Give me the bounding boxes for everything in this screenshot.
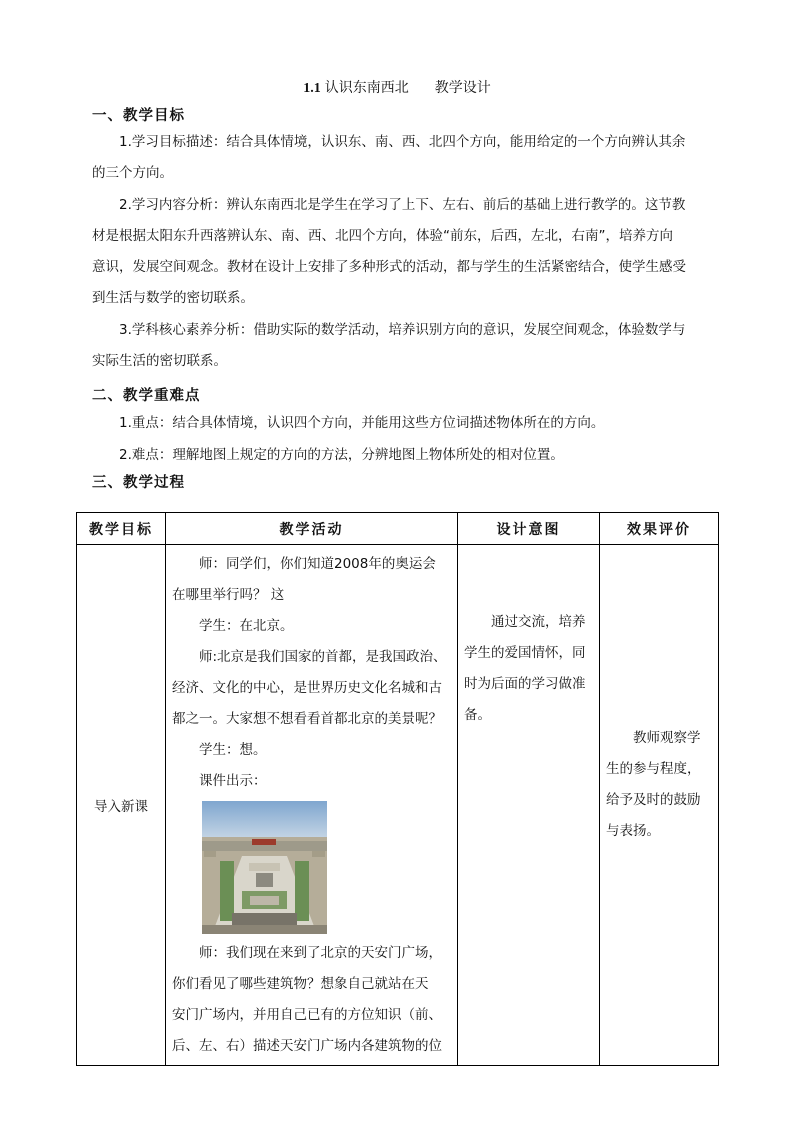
header-design: 设计意图 <box>458 513 600 545</box>
objective-1-line-1: 1.学习目标描述：结合具体情境，认识东、南、西、北四个方向，能用给定的一个方向辨认其余 <box>119 134 686 150</box>
design-cell <box>458 545 600 1066</box>
objective-2-line-2: 材是根据太阳东升西落辨认东、南、西、北四个方向，体验“前东，后西，左北，右南”，培养方向 <box>92 228 673 244</box>
keypoint-2-text: 2.难点：理解地图上规定的方向的方法，分辨地图上物体所处的相对位置。 <box>119 447 564 463</box>
header-goal: 教学目标 <box>77 513 166 545</box>
evaluation-cell <box>600 545 719 1066</box>
header-activity: 教学活动 <box>166 513 458 545</box>
activity-cell <box>166 545 458 1066</box>
evaluation-line: 给予及时的鼓励 <box>606 792 701 808</box>
evaluation-line: 教师观察学 <box>633 730 701 746</box>
section-heading-objectives: 一、教学目标 <box>92 108 185 124</box>
section-heading-process: 三、教学过程 <box>92 475 185 491</box>
evaluation-line: 与表扬。 <box>606 823 660 839</box>
keypoint-1-text: 1.重点：结合具体情境，认识四个方向，并能用这些方位词描述物体所在的方向。 <box>119 415 605 431</box>
objective-paragraph-1 <box>92 127 712 189</box>
objective-3-line-1: 3.学科核心素养分析：借助实际的数学活动，培养识别方向的意识，发展空间观念，体验数学与 <box>119 322 686 338</box>
lesson-subtitle: 教学设计 <box>434 80 491 96</box>
activity-line: 学生：在北京。 <box>199 618 294 634</box>
objective-2-line-3: 意识，发展空间观念。教材在设计上安排了多种形式的活动，都与学生的生活紧密结合，使学生感受 <box>92 259 686 275</box>
activity-line: 后、左、右）描述天安门广场内各建筑物的位 <box>172 1038 442 1054</box>
lesson-title: 认识东南西北 <box>324 80 409 96</box>
keypoint-1 <box>92 408 712 439</box>
stage-cell <box>77 545 166 1066</box>
objective-2-line-1: 2.学习内容分析：辨认东南西北是学生在学习了上下、左右、前后的基础上进行教学的。这节教 <box>119 197 686 213</box>
tiananmen-aerial-image <box>202 801 327 934</box>
activity-line: 师：我们现在来到了北京的天安门广场， <box>199 945 442 961</box>
keypoint-2 <box>92 440 712 471</box>
objective-1-line-2: 的三个方向。 <box>92 165 173 181</box>
objective-2-line-4: 到生活与数学的密切联系。 <box>92 290 254 306</box>
activity-line: 都之一。大家想不想看看首都北京的美景呢？ <box>172 711 442 727</box>
design-line: 备。 <box>464 707 491 723</box>
section-heading-keypoints: 二、教学重难点 <box>92 388 201 404</box>
objective-paragraph-3 <box>92 315 712 377</box>
evaluation-line: 生的参与程度， <box>606 761 701 777</box>
tiananmen-square-photo <box>202 801 327 934</box>
header-evaluation: 效果评价 <box>600 513 719 545</box>
table-row <box>77 545 719 1066</box>
objective-3-line-2: 实际生活的密切联系。 <box>92 353 227 369</box>
objective-paragraph-2 <box>92 190 712 314</box>
activity-line: 师：同学们，你们知道2008年的奥运会 <box>199 556 436 572</box>
lesson-number: 1.1 <box>303 81 321 96</box>
table-header-row <box>77 513 719 545</box>
activity-line: 在哪里举行吗？ 这 <box>172 587 285 603</box>
activity-line: 安门广场内，并用自己已有的方位知识（前、 <box>172 1007 442 1023</box>
document-title <box>0 77 794 97</box>
activity-line: 经济、文化的中心，是世界历史文化名城和古 <box>172 680 442 696</box>
design-line: 时为后面的学习做准 <box>464 676 586 692</box>
activity-line: 学生：想。 <box>199 742 267 758</box>
design-line: 学生的爱国情怀，同 <box>464 645 586 661</box>
design-line: 通过交流，培养 <box>491 614 586 630</box>
teaching-process-table <box>76 512 719 1066</box>
activity-line: 你们看见了哪些建筑物？想象自己就站在天 <box>172 976 429 992</box>
activity-line: 师:北京是我们国家的首都，是我国政治、 <box>199 649 447 665</box>
activity-line: 课件出示： <box>199 773 267 789</box>
stage-label: 导入新课 <box>94 799 148 815</box>
